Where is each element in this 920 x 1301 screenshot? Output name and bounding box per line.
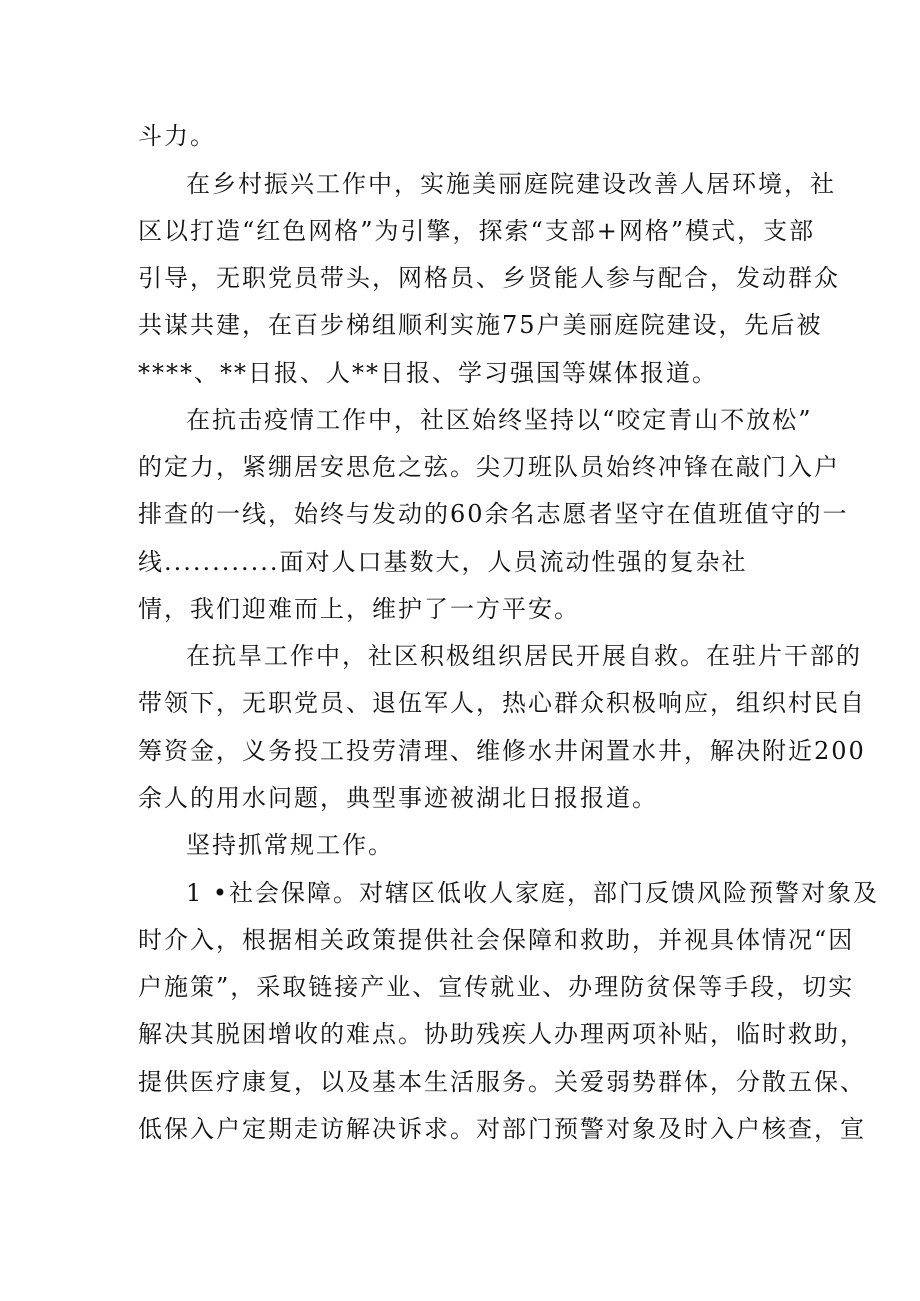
- text-line: 户施策”，采取链接产业、宣传就业、办理防贫保等手段，切实: [138, 973, 855, 1001]
- text-line: 在乡村振兴工作中，实施美丽庭院建设改善人居环境，社: [186, 170, 836, 198]
- text-line: 斗力。: [138, 122, 216, 150]
- text-line: 排查的一线，始终与发动的60余名志愿者坚守在值班值守的一: [138, 500, 849, 528]
- text-line: 坚持抓常规工作。: [186, 831, 394, 859]
- text-line: 的定力，紧绷居安思危之弦。尖刀班队员始终冲锋在敲门入户: [138, 453, 840, 481]
- text-line: 引导，无职党员带头，网格员、乡贤能人参与配合，发动群众: [138, 264, 840, 292]
- text-line: 时介入，根据相关政策提供社会保障和救助，并视具体情况“因: [138, 926, 855, 954]
- text-line: 低保入户定期走访解决诉求。对部门预警对象及时入户核查，宣: [138, 1115, 866, 1143]
- text-line: 筹资金，义务投工投劳清理、维修水井闲置水井，解决附近200: [138, 737, 866, 765]
- text-line: 在抗击疫情工作中，社区始终坚持以“咬定青山不放松”: [186, 406, 813, 434]
- text-line: 提供医疗康复，以及基本生活服务。关爱弱势群体，分散五保、: [138, 1068, 866, 1096]
- text-line: 区以打造“红色网格”为引擎，探索“支部+网格”模式，支部: [138, 217, 816, 245]
- text-line: 共谋共建，在百步梯组顺利实施75户美丽庭院建设，先后被: [138, 311, 823, 339]
- text-line: 解决其脱困增收的难点。协助残疾人办理两项补贴，临时救助，: [138, 1020, 866, 1048]
- text-line: ****、**日报、人**日报、学习强国等媒体报道。: [138, 359, 718, 387]
- text-line: 余人的用水问题，典型事迹被湖北日报报道。: [138, 784, 658, 812]
- text-line: 带领下，无职党员、退伍军人，热心群众积极响应，组织村民自: [138, 689, 866, 717]
- text-line: 线............面对人口基数大，人员流动性强的复杂社: [138, 548, 748, 576]
- text-line: 情，我们迎难而上，维护了一方平安。: [138, 595, 580, 623]
- text-line: 在抗旱工作中，社区积极组织居民开展自救。在驻片干部的: [186, 642, 862, 670]
- text-line: 1 •社会保障。对辖区低收人家庭，部门反馈风险预警对象及: [186, 879, 880, 907]
